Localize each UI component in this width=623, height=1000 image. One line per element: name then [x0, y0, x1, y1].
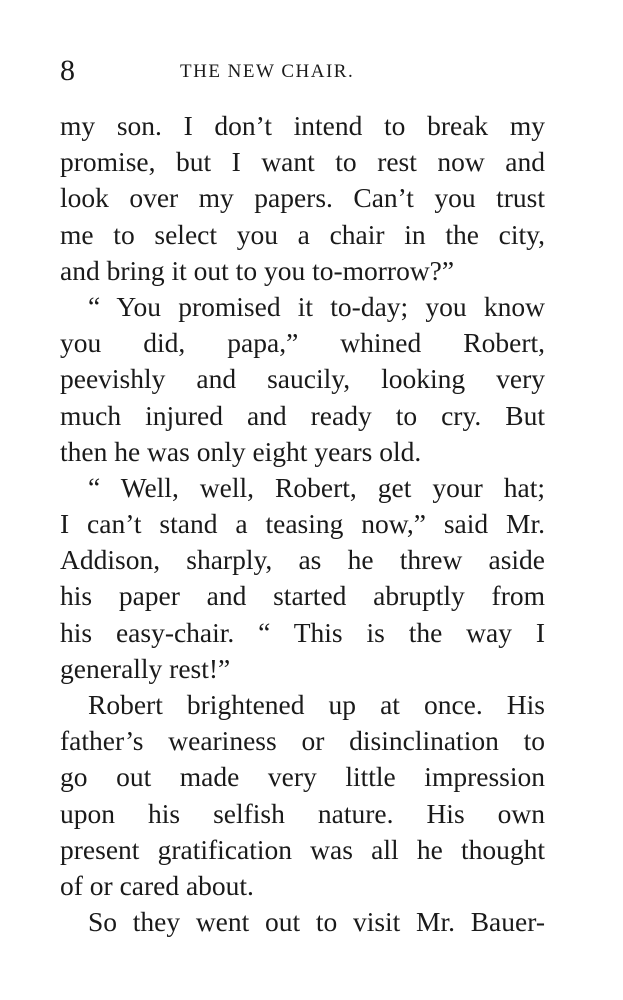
text-line: Addison, sharply, as he threw aside: [60, 544, 545, 576]
text-line: I can’t stand a teasing now,” said Mr.: [60, 508, 545, 540]
text-line: present gratification was all he thought: [60, 833, 545, 865]
text-line: you did, papa,” whined Robert,: [60, 327, 545, 359]
running-title: THE NEW CHAIR.: [180, 61, 355, 82]
body-text: [60, 108, 545, 940]
text-line: peevishly and saucily, looking very: [60, 363, 545, 395]
text-line: generally rest!”: [60, 652, 231, 684]
text-line: my son. I don’t intend to break my: [60, 110, 545, 141]
text-line: of or cared about.: [60, 869, 254, 901]
text-line: upon his selfish nature. His own: [60, 797, 545, 829]
text-line: So they went out to visit Mr. Bauer-: [88, 906, 545, 938]
text-line: his paper and started abruptly from: [60, 580, 545, 612]
text-line: promise, but I want to rest now and: [60, 146, 545, 178]
text-line: much injured and ready to cry. But: [60, 399, 545, 431]
text-line: “ Well, well, Robert, get your hat;: [88, 471, 545, 503]
text-line: go out made very little impression: [60, 761, 545, 793]
text-line: me to select you a chair in the city,: [60, 218, 545, 250]
text-line: his easy-chair. “ This is the way I: [60, 616, 545, 648]
text-line: then he was only eight years old.: [60, 435, 422, 467]
text-line: look over my papers. Can’t you trust: [60, 182, 545, 214]
text-line: father’s weariness or disinclination to: [60, 725, 545, 757]
running-head: [60, 54, 540, 88]
page-number: 8: [60, 54, 75, 87]
text-line: Robert brightened up at once. His: [88, 689, 545, 720]
text-line: and bring it out to you to-morrow?”: [60, 254, 455, 286]
text-line: “ You promised it to-day; you know: [88, 290, 545, 322]
